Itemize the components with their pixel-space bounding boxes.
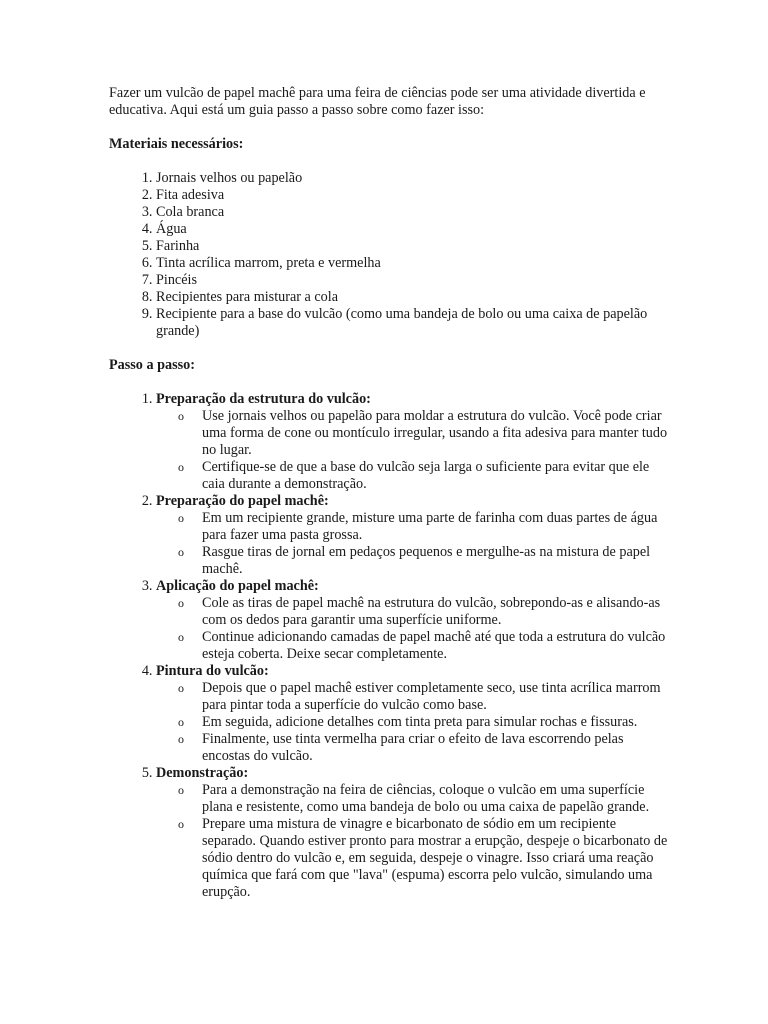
step-bullet: o Cole as tiras de papel machê na estrutura do vulcão, sobrepondo-as e alisando-as com os dedos para garantir uma superfície uniforme. [202, 595, 669, 629]
step-item [156, 663, 669, 765]
materials-item: 3. Cola branca [156, 204, 669, 221]
materials-item: 9. Recipiente para a base do vulcão (como uma bandeja de bolo ou uma caixa de papelão grande) [156, 306, 669, 340]
materials-item: 2. Fita adesiva [156, 187, 669, 204]
step-bullets [156, 510, 669, 578]
step-bullet: o Use jornais velhos ou papelão para moldar a estrutura do vulcão. Você pode criar uma forma de cone ou montículo irregular, usando a fita adesiva para manter tudo no lugar. [202, 408, 669, 459]
step-item [156, 765, 669, 901]
materials-item: 1. Jornais velhos ou papelão [156, 170, 669, 187]
step-bullets [156, 782, 669, 901]
materials-item: 6. Tinta acrílica marrom, preta e vermelha [156, 255, 669, 272]
step-item [156, 493, 669, 578]
step-title: Demonstração: [156, 765, 249, 781]
materials-item: 4. Água [156, 221, 669, 238]
step-bullets [156, 408, 669, 493]
step-bullets [156, 595, 669, 663]
step-title: Pintura do vulcão: [156, 663, 269, 679]
step-bullet: o Em seguida, adicione detalhes com tinta preta para simular rochas e fissuras. [202, 714, 669, 731]
intro-paragraph: Fazer um vulcão de papel machê para uma feira de ciências pode ser uma atividade divertida e educativa. Aqui está um guia passo a passo sobre como fazer isso: [109, 85, 646, 118]
steps-list [109, 391, 669, 901]
materials-list [109, 170, 669, 340]
step-title: Preparação do papel machê: [156, 493, 329, 509]
step-bullets [156, 680, 669, 765]
step-item [156, 391, 669, 493]
step-title: Aplicação do papel machê: [156, 578, 319, 594]
materials-item: 7. Pincéis [156, 272, 669, 289]
step-bullet: o Prepare uma mistura de vinagre e bicarbonato de sódio em um recipiente separado. Quando estiver pronto para mostrar a erupção, despeje o bicarbonato de sódio dentro do vulcão e, em seguida, despeje o vinagre. Isso criará uma reação química que fará com que "lava" (espuma) escorra pelo vulcão, simulando uma erupção. [202, 816, 669, 901]
step-bullet: o Depois que o papel machê estiver completamente seco, use tinta acrílica marrom para pintar toda a superfície do vulcão como base. [202, 680, 669, 714]
materials-item: 8. Recipientes para misturar a cola [156, 289, 669, 306]
steps-heading: Passo a passo: [109, 357, 195, 373]
step-bullet: o Continue adicionando camadas de papel machê até que toda a estrutura do vulcão esteja coberta. Deixe secar completamente. [202, 629, 669, 663]
step-bullet: o Para a demonstração na feira de ciências, coloque o vulcão em uma superfície plana e resistente, como uma bandeja de bolo ou uma caixa de papelão grande. [202, 782, 669, 816]
materials-item: 5. Farinha [156, 238, 669, 255]
materials-heading: Materiais necessários: [109, 136, 244, 152]
step-bullet: o Rasgue tiras de jornal em pedaços pequenos e mergulhe-as na mistura de papel machê. [202, 544, 669, 578]
step-item [156, 578, 669, 663]
step-bullet: o Certifique-se de que a base do vulcão seja larga o suficiente para evitar que ele caia durante a demonstração. [202, 459, 669, 493]
step-bullet: o Em um recipiente grande, misture uma parte de farinha com duas partes de água para fazer uma pasta grossa. [202, 510, 669, 544]
step-title: Preparação da estrutura do vulcão: [156, 391, 371, 407]
step-bullet: o Finalmente, use tinta vermelha para criar o efeito de lava escorrendo pelas encostas do vulcão. [202, 731, 669, 765]
document-page [109, 85, 669, 901]
